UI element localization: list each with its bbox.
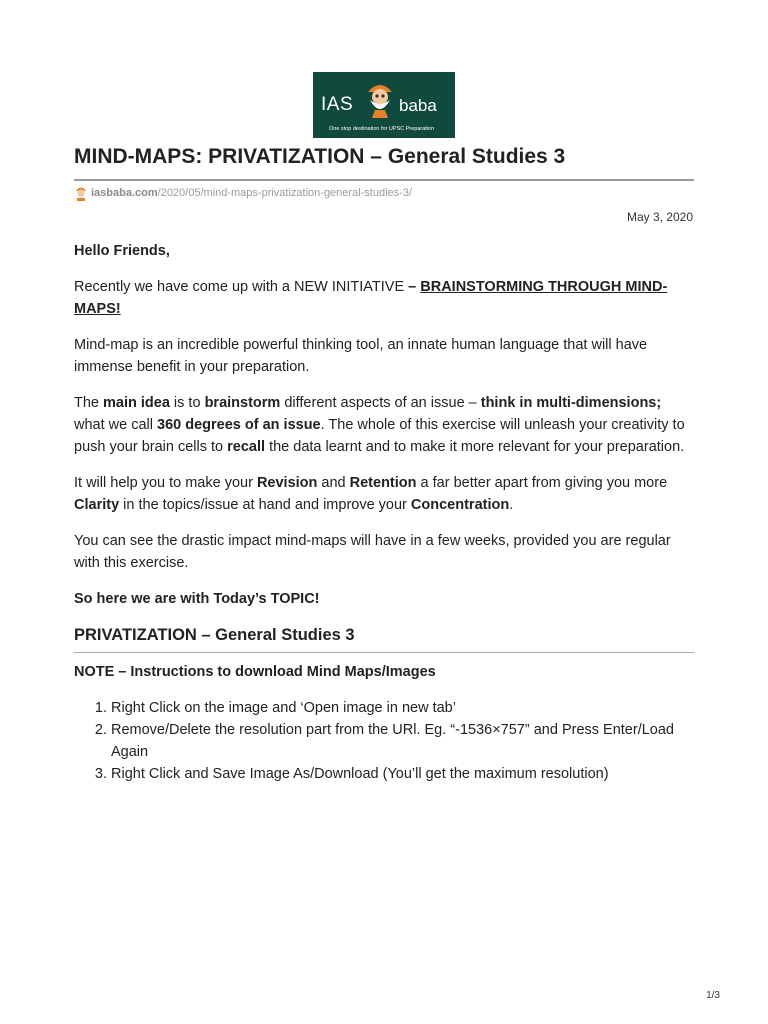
paragraph-benefits: It will help you to make your Revision and Retention a far better apart from giving you more Clarity in the topics/issue at hand and improve your Concentration.: [74, 475, 668, 513]
page-number: 1/3: [706, 990, 720, 1001]
paragraph-impact: You can see the drastic impact mind-maps will have in a few weeks, provided you are regular with this exercise.: [74, 533, 671, 571]
baba-mascot-icon: [363, 78, 397, 122]
paragraph-main-idea: The main idea is to brainstorm different aspects of an issue – think in multi-dimensions; what we call 360 degrees of an issue. The whole of this exercise will unleash your creativity to push your brain cells to recall the data learnt and to make it more relevant for your preparation.: [74, 395, 685, 455]
instructions-list: [74, 697, 694, 785]
greeting: Hello Friends,: [74, 243, 170, 259]
todays-topic: So here we are with Today’s TOPIC!: [74, 591, 320, 607]
title-divider: [74, 179, 694, 181]
publish-date: May 3, 2020: [626, 210, 693, 224]
logo-text-baba: baba: [399, 96, 437, 115]
section-heading: PRIVATIZATION – General Studies 3: [74, 624, 694, 653]
note-heading: NOTE – Instructions to download Mind Maps/Images: [74, 664, 436, 680]
page-title: MIND-MAPS: PRIVATIZATION – General Studies 3: [74, 145, 566, 168]
source-domain[interactable]: iasbaba.com: [91, 187, 158, 199]
article-body: [74, 240, 694, 785]
source-link[interactable]: [74, 184, 412, 202]
iasbaba-logo: [313, 72, 455, 138]
logo-tagline: One stop destination for UPSC Preparation: [329, 126, 435, 132]
paragraph-initiative: Recently we have come up with a NEW INITIATIVE – BRAINSTORMING THROUGH MIND-MAPS!: [74, 279, 668, 317]
source-path[interactable]: /2020/05/mind-maps-privatization-general-studies-3/: [157, 187, 412, 199]
logo-text-ias: IAS: [321, 94, 354, 115]
list-item: 2. Remove/Delete the resolution part from the URl. Eg. “-1536×757” and Press Enter/Load Again: [111, 719, 694, 763]
list-item: 1. Right Click on the image and ‘Open image in new tab’: [111, 697, 694, 719]
list-item: 3. Right Click and Save Image As/Download (You’ll get the maximum resolution): [111, 763, 694, 785]
site-favicon-icon: [74, 185, 88, 201]
paragraph-mindmap-intro: Mind-map is an incredible powerful thinking tool, an innate human language that will have immense benefit in your preparation.: [74, 337, 648, 375]
